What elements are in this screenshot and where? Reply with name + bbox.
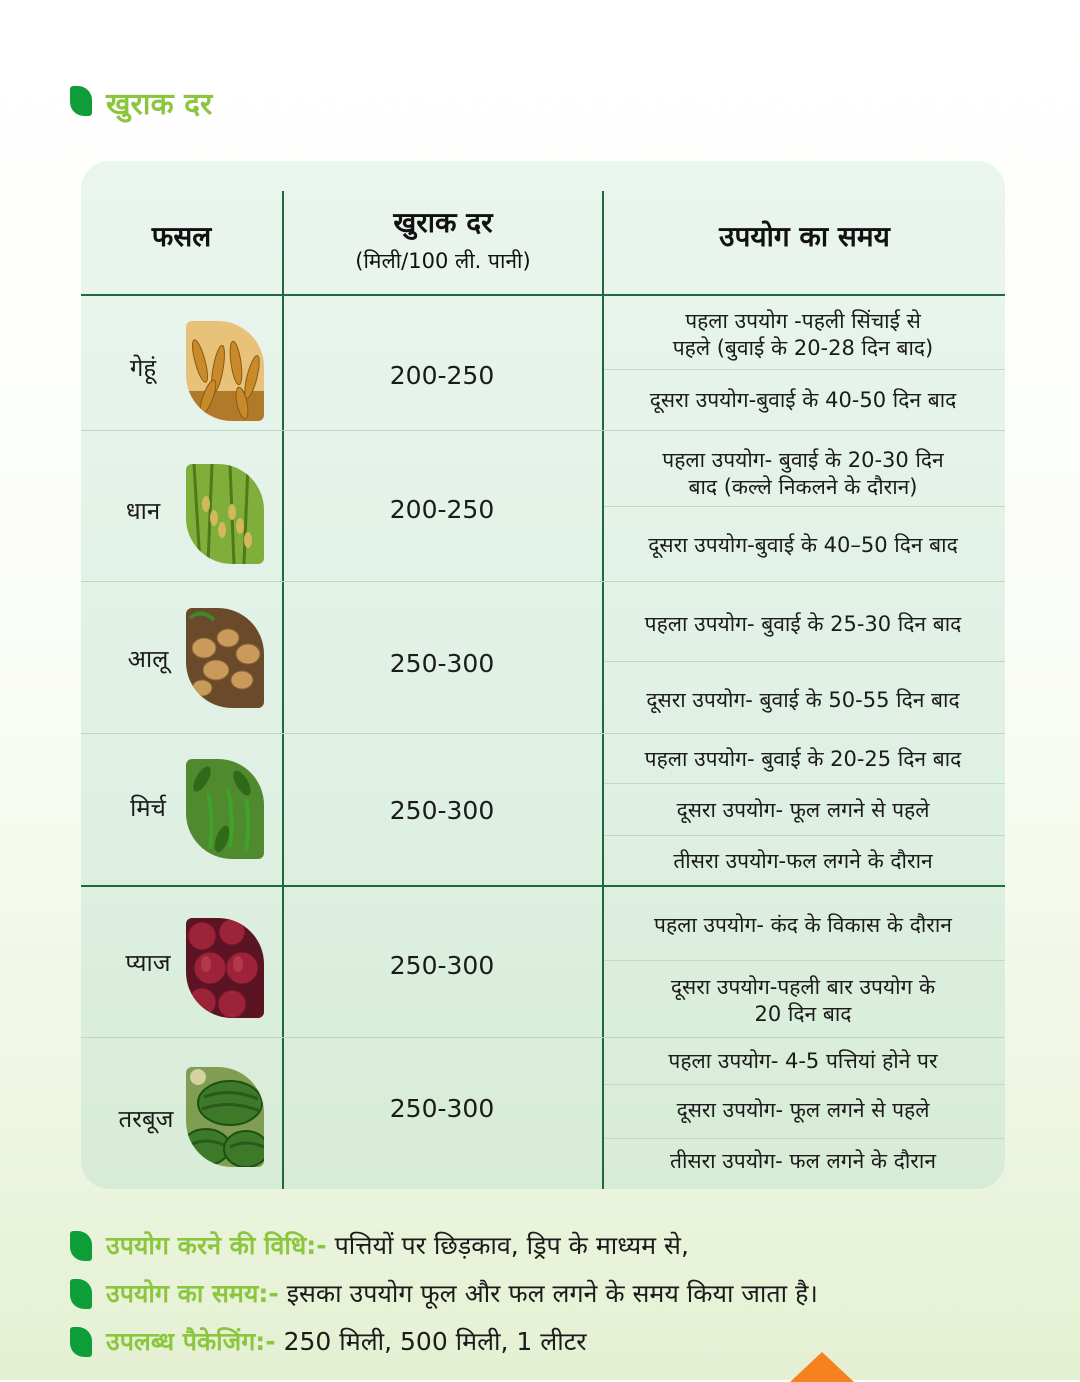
row-divider [81,1037,1005,1038]
onion-image [186,918,264,1018]
header-dose-unit: (मिली/100 ली. पानी) [355,249,531,273]
info-value: इसका उपयोग फूल और फल लगने के समय किया जाता है। [278,1279,818,1308]
usage-divider [604,661,1005,662]
header-dose: खुराक दर [393,206,493,239]
usage-second: दूसरा उपयोग- बुवाई के 50-55 दिन बाद [646,688,960,712]
info-label-wrap [106,1324,587,1358]
row-divider [81,581,1005,582]
usage-divider [604,783,1005,784]
usage-third: तीसरा उपयोग- फल लगने के दौरान [669,1149,936,1173]
usage-second: दूसरा उपयोग-बुवाई के 40–50 दिन बाद [648,533,958,557]
usage-second: दूसरा उपयोग-पहली बार उपयोग के 20 दिन बाद [670,975,936,1026]
dose-value: 250-300 [389,951,495,980]
leaf-bullet-icon [70,1231,92,1261]
crop-name: गेहूं [129,354,157,382]
usage-second: दूसरा उपयोग- फूल लगने से पहले [676,798,930,822]
usage-first: पहला उपयोग- बुवाई के 20-25 दिन बाद [644,747,962,771]
leaf-bullet-icon [70,1327,92,1357]
usage-divider [604,369,1005,370]
leaf-bullet-icon [70,86,92,116]
usage-first: पहला उपयोग- बुवाई के 20-30 दिन बाद (कल्ले निकलने के दौरान) [662,448,944,499]
crop-name: तरबूज [118,1105,174,1133]
header-crop: फसल [151,220,212,253]
usage-divider [604,1138,1005,1139]
dose-value: 200-250 [389,495,495,524]
usage-divider [604,835,1005,836]
section-heading-text: खुराक दर [106,87,213,122]
crop-name: धान [125,497,161,525]
decorative-triangle [790,1352,854,1382]
potato-image [186,608,264,708]
info-label-wrap [106,1228,689,1262]
row-divider [81,430,1005,431]
usage-first: पहला उपयोग- बुवाई के 25-30 दिन बाद [644,612,962,636]
dosage-table [81,161,1005,1189]
dose-value: 250-300 [389,796,495,825]
header-divider [81,294,1005,296]
row-divider [81,885,1005,887]
header-timing: उपयोग का समय [719,220,890,253]
crop-name: आलू [127,645,169,673]
usage-first: पहला उपयोग- 4-5 पत्तियां होने पर [668,1049,938,1073]
wheat-image [186,321,264,421]
usage-second: दूसरा उपयोग-बुवाई के 40-50 दिन बाद [649,388,957,412]
usage-divider [604,960,1005,961]
row-divider [81,733,1005,734]
dose-value: 250-300 [389,1094,495,1123]
column-divider [282,191,284,1189]
info-label-wrap [106,1276,818,1310]
dose-value: 250-300 [389,649,495,678]
usage-divider [604,506,1005,507]
info-label: उपयोग करने की विधि:- [106,1231,327,1260]
leaf-bullet-icon [70,1279,92,1309]
crop-name: प्याज [125,949,171,977]
usage-first: पहला उपयोग- कंद के विकास के दौरान [654,913,952,937]
usage-first: पहला उपयोग -पहली सिंचाई से पहले (बुवाई के 20-28 दिन बाद) [672,309,934,360]
info-value: पत्तियों पर छिड़काव, ड्रिप के माध्यम से, [326,1231,689,1260]
info-label: उपलब्ध पैकेजिंग:- [106,1327,276,1356]
usage-third: तीसरा उपयोग-फल लगने के दौरान [673,849,933,873]
watermelon-image [186,1067,264,1167]
chilli-image [186,759,264,859]
usage-divider [604,1084,1005,1085]
info-value: 250 मिली, 500 मिली, 1 लीटर [275,1327,587,1356]
paddy-image [186,464,264,564]
dose-value: 200-250 [389,361,495,390]
usage-second: दूसरा उपयोग- फूल लगने से पहले [676,1098,930,1122]
crop-name: मिर्च [130,794,166,822]
info-label: उपयोग का समय:- [106,1279,279,1308]
